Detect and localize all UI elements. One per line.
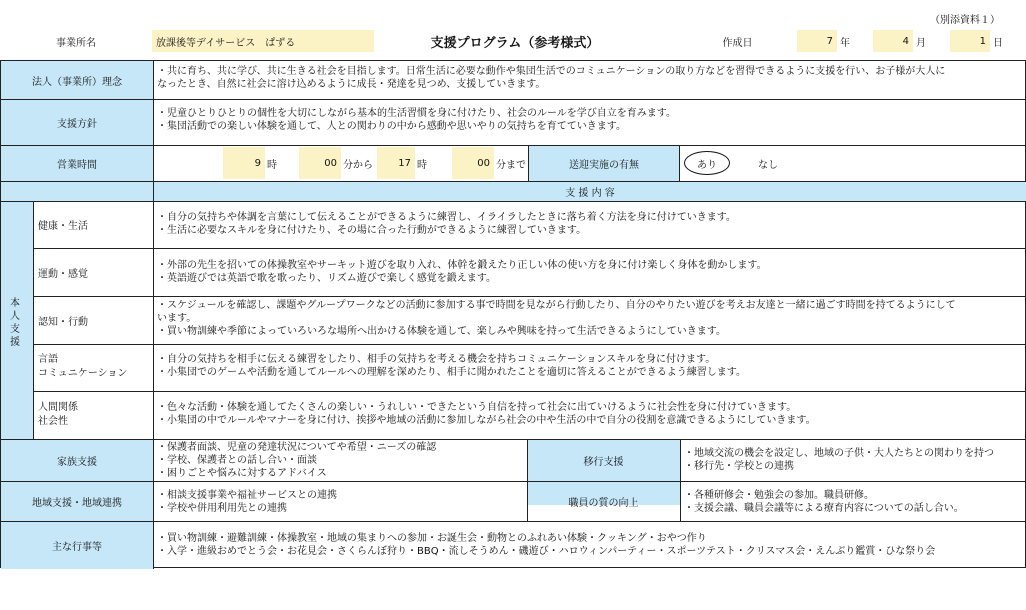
day-unit: 日 (993, 37, 1003, 49)
grid-line (1, 439, 1026, 440)
category-relationships-text[interactable] (153, 401, 1026, 437)
end-min-unit: 分まで (496, 159, 526, 171)
category-motor-text[interactable] (153, 259, 1026, 296)
grid-line (33, 201, 34, 439)
events-line: ・入学・進級おめでとう会・お花見会・さくらんぼ狩り・BBQ・流しそうめん・磯遊び・ハロウィンパーティー・スポーツテスト・クリスマス会・えんぶり鑑賞・ひな祭り会 (157, 546, 936, 557)
philosophy-line: なったとき、自然に社会に溶け込めるように成長・発達を見つめ、支援していきます。 (157, 79, 546, 90)
category-line: ・外部の先生を招いての体操教室やサーキット遊びを取り入れ、体幹を鍛えたり正しい体の使い方を身に付け楽しく身体を動かします。 (157, 260, 767, 271)
philosophy-label: 法人（事業所）理念 (32, 76, 122, 88)
staff-line: ・各種研修会・勉強会の参加。職員研修。 (684, 490, 874, 501)
hours-label: 営業時間 (57, 159, 97, 171)
family-line: ・学校、保護者との話し合い・面談 (157, 455, 317, 466)
start-min-unit: 分から (343, 159, 373, 171)
grid-line (680, 439, 681, 521)
family-support-label: 家族支援 (57, 456, 97, 468)
category-line: います。 (157, 313, 197, 324)
family-line: ・保護者面談、児童の発達状況についてや希望・ニーズの確認 (157, 442, 437, 453)
support-content-header: 支 援 内 容 (565, 187, 615, 199)
office-name-field[interactable]: 放課後等デイサービス ぱずる (152, 30, 374, 52)
year-unit: 年 (840, 37, 850, 49)
staff-quality-label: 職員の質の向上 (568, 497, 639, 509)
end-min-field[interactable]: 00 (452, 147, 494, 179)
philosophy-text[interactable] (153, 65, 1026, 99)
grid-line (1, 201, 1026, 202)
start-hour-field[interactable]: 9 (223, 147, 265, 179)
category-health-text[interactable] (153, 211, 1026, 248)
policy-label: 支援方針 (57, 118, 97, 130)
grid-line (33, 296, 1026, 297)
community-line: ・学校や併用利用先との連携 (157, 503, 287, 514)
category-line: ・生活に必要なスキルを身に付けたり、その場に合った行動ができるように練習していきます。 (157, 225, 587, 236)
category-line: ・色々な活動・体験を通してたくさんの楽しい・うれしい・できたという自信を持って社会に出ていけるように社会性を身に付けていきます。 (157, 402, 797, 413)
created-date-label: 作成日 (722, 37, 753, 49)
policy-text[interactable] (153, 107, 1026, 145)
transport-no-option[interactable]: なし (758, 159, 778, 171)
month-field[interactable]: 4 (873, 30, 913, 52)
grid-line (1, 521, 1026, 522)
grid-line (33, 248, 1026, 249)
category-line: ・小集団でのゲームや活動を通してルールへの理解を深めたり、相手に聞かれたことを適切に答えることができるよう練習します。 (157, 367, 746, 378)
transition-support-text[interactable] (680, 447, 1026, 481)
grid-line (153, 61, 154, 569)
family-support-text[interactable] (153, 441, 527, 481)
transition-line: ・地域交流の機会を設定し、地域の子供・大人たちとの関わりを持つ (684, 448, 994, 459)
category-health-label: 健康・生活 (38, 221, 88, 232)
category-relationships-label: 人間関係 社会性 (38, 402, 78, 427)
end-hour-unit: 時 (417, 159, 427, 171)
attachment-label: （別添資料１） (930, 15, 1000, 26)
category-language-text[interactable] (153, 353, 1026, 389)
staff-quality-text[interactable] (680, 489, 1026, 521)
category-language-label: 言語 コミュニケーション (38, 354, 128, 379)
community-support-label: 地域支援・地域連携 (32, 497, 122, 509)
grid-line (1, 181, 1026, 182)
main-events-label: 主な行事等 (52, 541, 102, 553)
policy-line: ・集団活動での楽しい体験を通して、人との関わりの中から感動や思いやりの気持ちを育てていきます。 (157, 121, 626, 132)
category-line: ・小集団の中でルールやマナーを身に付け、挨拶や地域の活動に参加しながら社会の中や生活の中で自分の役割を意識できるようにしていきます。 (157, 415, 816, 426)
day-field[interactable]: 1 (950, 30, 990, 52)
grid-line (1, 145, 1026, 146)
grid-line (679, 145, 680, 181)
office-label: 事業所名 (56, 37, 96, 49)
category-cognition-text[interactable] (153, 299, 1026, 344)
grid-line (1, 481, 1026, 482)
grid-line (33, 391, 1026, 392)
community-line: ・相談支援事業や福祉サービスとの連携 (157, 490, 337, 501)
category-line: ・スケジュールを確認し、課題やグループワークなどの活動に参加する事で時間を見ながら行動したり、自分のやりたい遊びを考えお友達と一緒に過ごす時間を持てるようにして (157, 300, 956, 311)
transition-support-label: 移行支援 (583, 456, 624, 468)
category-line: ・自分の気持ちや体調を言葉にして伝えることができるように練習し、イライラしたときに落ち着く方法を身に付けていきます。 (157, 212, 736, 223)
grid-line (528, 145, 529, 181)
year-field[interactable]: 7 (797, 30, 837, 52)
category-line: ・買い物訓練や季節によっていろいろな場所へ出かける体験を通して、楽しみや興味を持って生活できるようにしていきます。 (157, 326, 726, 337)
grid-line (527, 439, 528, 521)
category-motor-label: 運動・感覚 (38, 268, 88, 280)
community-support-text[interactable] (153, 489, 527, 521)
transport-yes-option[interactable]: あり (684, 151, 730, 175)
category-cognition-label: 認知・行動 (38, 316, 88, 328)
grid-line (1, 99, 1026, 100)
events-line: ・買い物訓練・避難訓練・体操教室・地域の集まりへの参加・お誕生会・動物とのふれあい体験・クッキング・おやつ作り (157, 533, 707, 544)
grid-line (33, 344, 1026, 345)
month-unit: 月 (916, 37, 926, 49)
category-line: ・自分の気持ちを相手に伝える練習をしたり、相手の気持ちを考える機会を持ちコミュニケーションスキルを身に付けます。 (157, 354, 716, 365)
staff-line: ・支援会議、職員会議等による療育内容についての話し合い。 (684, 503, 964, 514)
end-hour-field[interactable]: 17 (377, 147, 415, 179)
page-title: 支援プログラム（参考様式） (430, 35, 600, 51)
family-line: ・困りごとや悩みに対するアドバイス (157, 468, 327, 479)
category-line: ・英語遊びでは英語で歌を歌ったり、リズム遊びで楽しく感覚を鍛えます。 (157, 273, 496, 284)
transition-line: ・移行先・学校との連携 (684, 461, 794, 472)
start-min-field[interactable]: 00 (299, 147, 341, 179)
personal-support-label: 本 人 支 援 (10, 298, 20, 348)
support-program-table (0, 60, 1026, 568)
policy-line: ・児童ひとりひとりの個性を大切にしながら基本的生活習慣を身に付けたり、社会のルールを学び自立を育みます。 (157, 108, 676, 119)
philosophy-line: ・共に育ち、共に学び、共に生きる社会を目指します。日常生活に必要な動作や集団生活でのコミュニケーションの取り方などを習得できるように支援を行い、お子様が大人に (157, 66, 946, 77)
start-hour-unit: 時 (267, 159, 277, 171)
main-events-text[interactable] (153, 532, 1026, 566)
transport-label: 送迎実施の有無 (569, 159, 639, 171)
